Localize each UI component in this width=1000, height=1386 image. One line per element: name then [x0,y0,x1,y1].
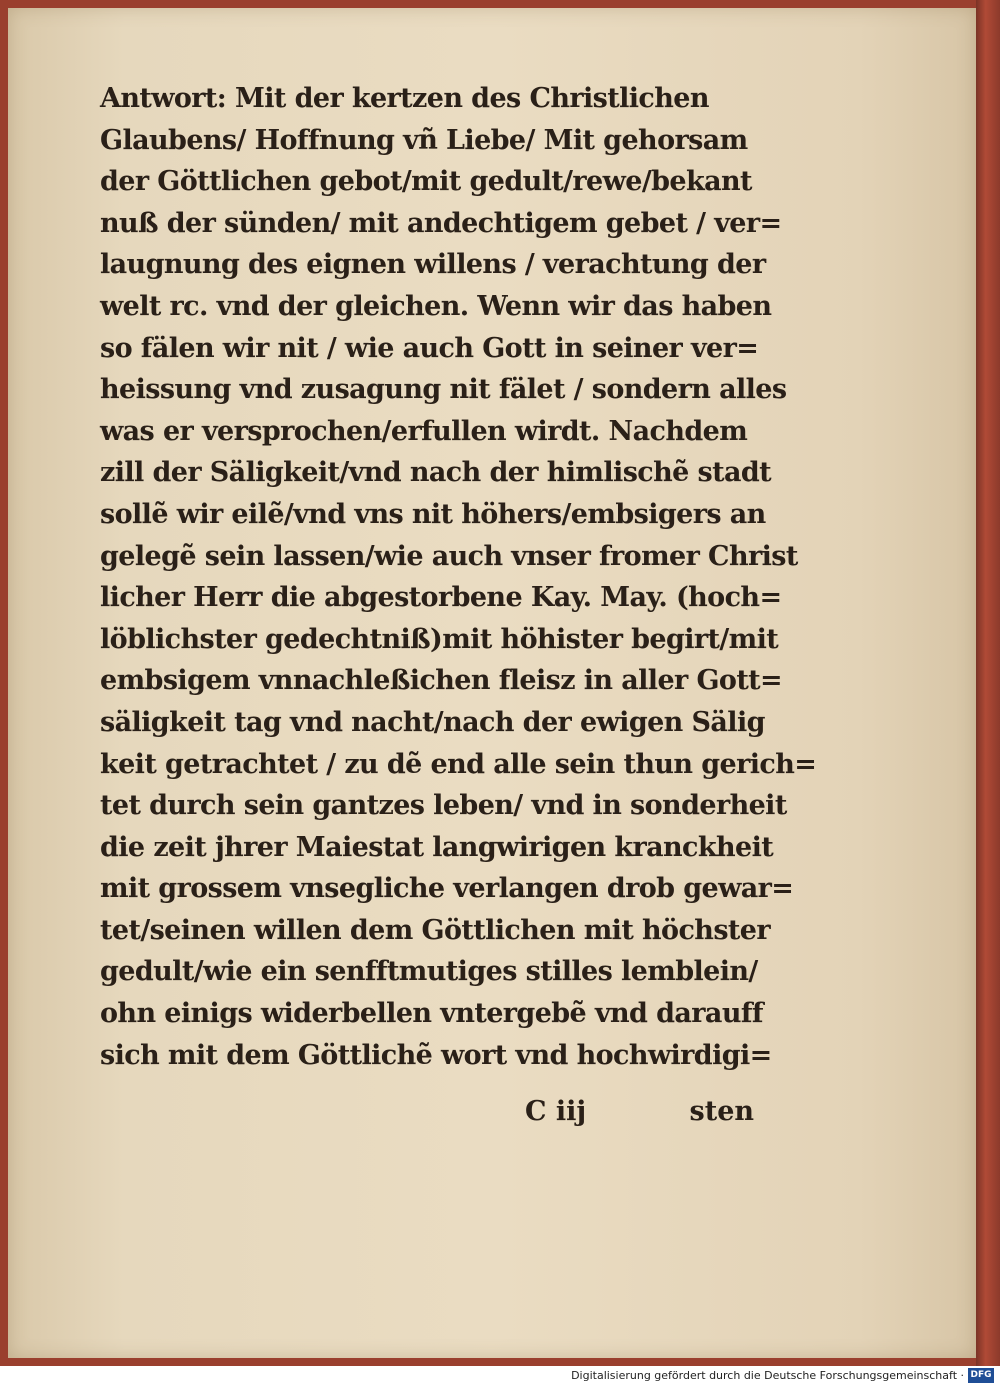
text-line: der Göttlichen gebot/mit gedult/rewe/bekant [100,166,752,198]
text-line: die zeit jhrer Maiestat langwirigen kranckheit [100,831,774,863]
text-line: embsigem vnnachleßichen fleisz in aller Gott= [100,665,783,697]
text-line: zill der Säligkeit/vnd nach der himlischẽ stadt [100,457,772,489]
text-line: heissung vnd zusagung nit fälet / sondern alles [100,374,787,406]
book-page [8,8,976,1358]
text-line: gedult/wie ein senfftmutiges stilles lemblein/ [100,956,758,988]
funding-notice: Digitalisierung gefördert durch die Deutsche Forschungsgemeinschaft · [571,1369,964,1382]
text-line: gelegẽ sein lassen/wie auch vnser fromer Christ [100,540,798,572]
signature-mark: C iij [525,1096,587,1127]
text-line: Glaubens/ Hoffnung vñ Liebe/ Mit gehorsam [100,124,748,156]
text-line: mit grossem vnsegliche verlangen drob gewar= [100,873,794,905]
catchline [100,1096,760,1140]
catchword: sten [689,1096,754,1127]
text-line: was er versprochen/erfullen wirdt. Nachdem [100,415,748,447]
dfg-logo-icon: DFG [968,1368,994,1383]
text-line: so fälen wir nit / wie auch Gott in seiner ver= [100,332,759,364]
book-edge [976,0,1000,1366]
text-block [100,78,817,1076]
text-line: sich mit dem Göttlichẽ wort vnd hochwirdigi= [100,1039,772,1071]
footer-bar [0,1366,1000,1386]
text-line: sollẽ wir eilẽ/vnd vns nit höhers/embsigers an [100,498,766,530]
text-line: säligkeit tag vnd nacht/nach der ewigen Sälig [100,706,765,738]
text-line: licher Herr die abgestorbene Kay. May. (hoch= [100,582,782,614]
text-line: tet/seinen willen dem Göttlichen mit höchster [100,914,770,946]
text-line: laugnung des eignen willens / verachtung der [100,249,766,281]
text-line: ohn einigs widerbellen vntergebẽ vnd darauff [100,998,763,1030]
text-line: Antwort: Mit der kertzen des Christlichen [100,83,709,114]
text-line: tet durch sein gantzes leben/ vnd in sonderheit [100,790,787,822]
text-line: nuß der sünden/ mit andechtigem gebet / ver= [100,207,782,239]
text-line: welt rc. vnd der gleichen. Wenn wir das haben [100,290,772,322]
text-line: keit getrachtet / zu dẽ end alle sein thun gerich= [100,748,817,780]
text-line: löblichster gedechtniß)mit höhister begirt/mit [100,623,779,655]
